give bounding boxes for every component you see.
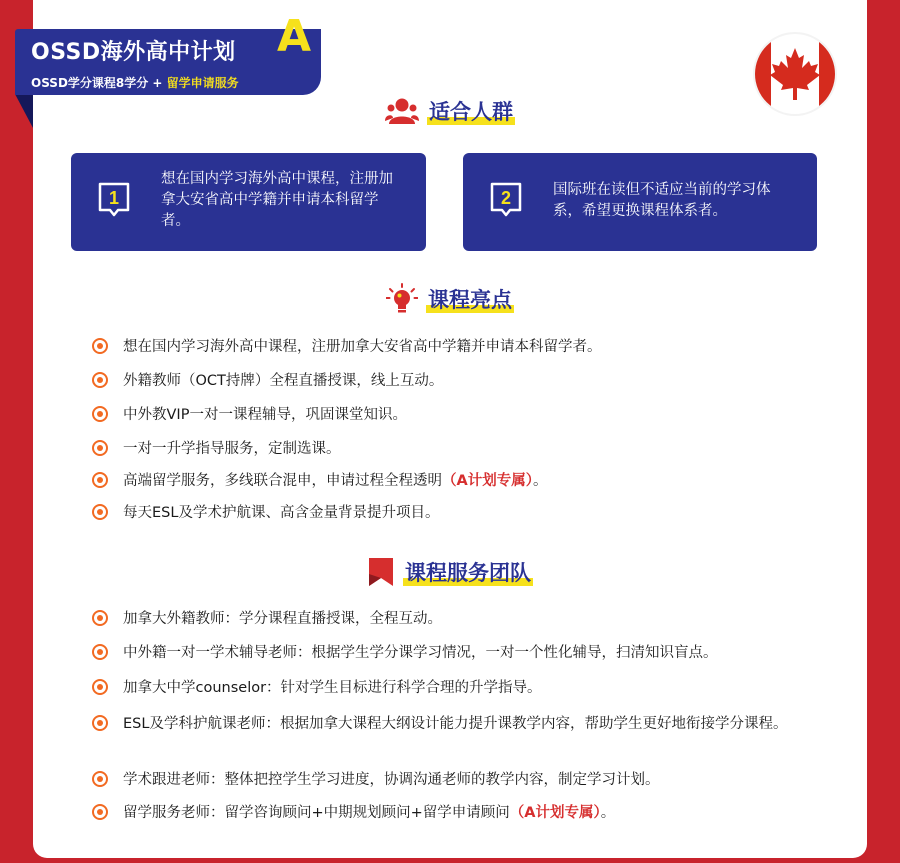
highlight-item: 每天ESL及学术护航课、高含金量背景提升项目。 xyxy=(92,503,832,524)
bullet-icon xyxy=(92,715,108,731)
audience-title: 适合人群 xyxy=(427,96,515,126)
team-header xyxy=(0,556,900,590)
highlights-header xyxy=(0,283,900,317)
bullet-icon xyxy=(92,771,108,787)
banner-title: OSSD海外高中计划 xyxy=(31,40,236,65)
plan-a-tag: （A计划专属） xyxy=(509,805,601,821)
highlight-item: 高端留学服务，多线联合混申，申请过程全程透明（A计划专属）。 xyxy=(92,471,832,492)
banner-subtitle-plain: OSSD学分课程8学分 + xyxy=(31,76,167,90)
banner-subtitle xyxy=(31,74,239,91)
audience-header xyxy=(0,96,900,130)
team-title: 课程服务团队 xyxy=(403,557,533,587)
lightbulb-icon xyxy=(386,283,418,315)
people-icon xyxy=(385,97,419,125)
bullet-icon xyxy=(92,504,108,520)
highlight-item: 外籍教师（OCT持牌）全程直播授课，线上互动。 xyxy=(92,371,832,392)
highlight-item: 中外教VIP一对一课程辅导，巩固课堂知识。 xyxy=(92,405,832,426)
bullet-icon xyxy=(92,804,108,820)
plan-banner xyxy=(15,11,321,95)
bullet-icon xyxy=(92,472,108,488)
banner-plan-letter: A xyxy=(277,11,312,62)
bookmark-icon xyxy=(367,556,395,588)
plan-a-tag: （A计划专属） xyxy=(442,473,533,489)
highlight-item: 一对一升学指导服务，定制选课。 xyxy=(92,439,832,460)
team-item: 留学服务老师：留学咨询顾问+中期规划顾问+留学申请顾问（A计划专属）。 xyxy=(92,803,832,824)
team-item: ESL及学科护航课老师：根据加拿大课程大纲设计能力提升课教学内容，帮助学生更好地衔接学分课程。 xyxy=(92,714,832,735)
bullet-icon xyxy=(92,406,108,422)
highlights-title: 课程亮点 xyxy=(426,284,514,314)
bullet-icon xyxy=(92,610,108,626)
audience-card-2 xyxy=(463,153,817,251)
audience-number-1: 1 xyxy=(108,188,120,208)
highlight-item: 想在国内学习海外高中课程，注册加拿大安省高中学籍并申请本科留学者。 xyxy=(92,337,832,358)
bullet-icon xyxy=(92,440,108,456)
bullet-icon xyxy=(92,644,108,660)
speech-bubble-icon xyxy=(489,181,523,223)
audience-text-1: 想在国内学习海外高中课程，注册加拿大安省高中学籍并申请本科留学者。 xyxy=(161,171,393,229)
bullet-icon xyxy=(92,338,108,354)
audience-card-1 xyxy=(71,153,426,251)
team-item: 加拿大外籍教师：学分课程直播授课，全程互动。 xyxy=(92,609,832,630)
team-item: 中外籍一对一学术辅导老师：根据学生学分课学习情况，一对一个性化辅导，扫清知识盲点。 xyxy=(92,643,832,664)
team-item: 加拿大中学counselor：针对学生目标进行科学合理的升学指导。 xyxy=(92,678,832,699)
bullet-icon xyxy=(92,679,108,695)
audience-number-2: 2 xyxy=(500,188,512,208)
banner-subtitle-highlight: 留学申请服务 xyxy=(166,76,239,90)
audience-text-2: 国际班在读但不适应当前的学习体系，希望更换课程体系者。 xyxy=(553,182,771,219)
bullet-icon xyxy=(92,372,108,388)
team-item: 学术跟进老师：整体把控学生学习进度，协调沟通老师的教学内容，制定学习计划。 xyxy=(92,770,832,791)
speech-bubble-icon xyxy=(97,181,131,223)
